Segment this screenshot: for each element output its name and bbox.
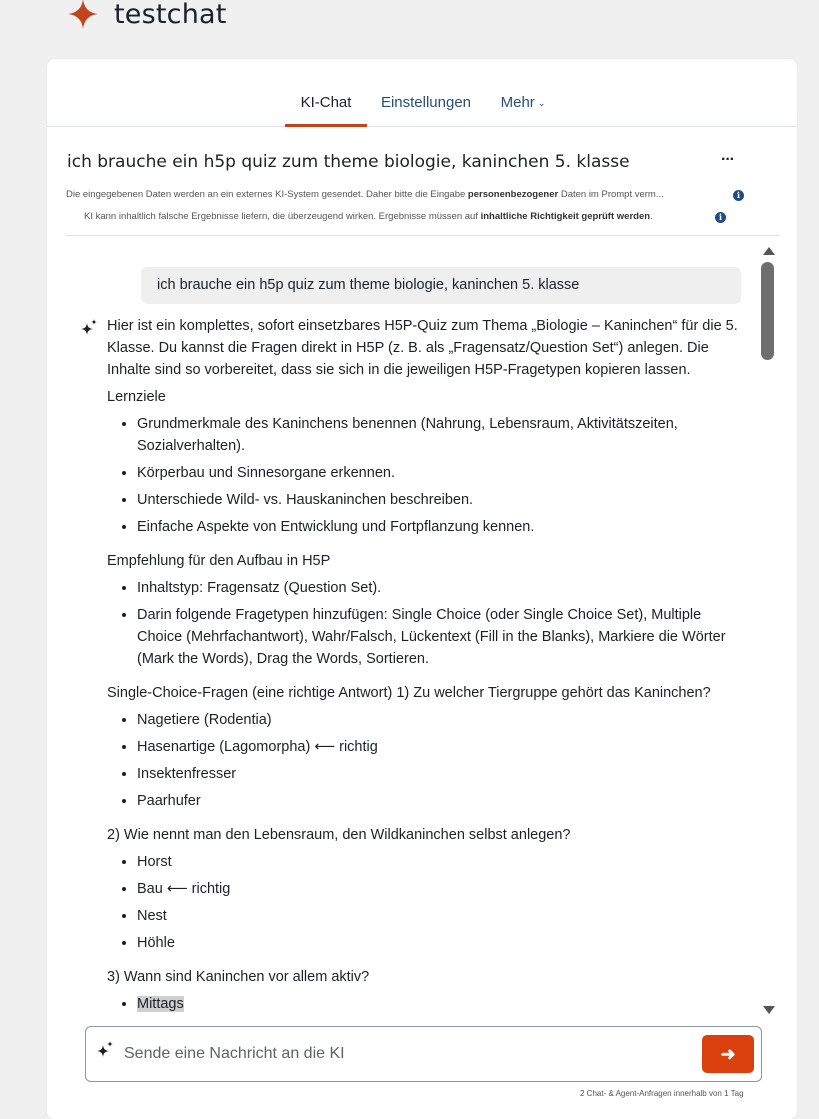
info-icon[interactable]: i bbox=[715, 212, 726, 223]
list-item: • Insektenfresser bbox=[137, 763, 742, 785]
highlighted-text: Mittags bbox=[137, 996, 184, 1012]
more-dots-icon[interactable]: ··· bbox=[721, 151, 734, 168]
sparkle-icon bbox=[68, 0, 98, 29]
message-composer bbox=[85, 1026, 762, 1082]
message-list[interactable] bbox=[66, 241, 779, 1027]
scrollbar-thumb[interactable] bbox=[761, 262, 774, 360]
ai-message bbox=[107, 315, 742, 1027]
chevron-down-icon: ⌄ bbox=[537, 98, 546, 108]
tab-einstellungen[interactable] bbox=[375, 85, 477, 127]
info-icon[interactable]: i bbox=[733, 190, 744, 201]
scrollbar[interactable] bbox=[760, 241, 779, 1027]
list-item: • Höhle bbox=[137, 932, 742, 954]
ai-sparkle-icon bbox=[80, 319, 98, 337]
chat-card bbox=[47, 59, 797, 1119]
list-item: • Bau ⟵ richtig bbox=[137, 878, 742, 900]
accuracy-notice bbox=[84, 211, 653, 222]
app-header bbox=[68, 0, 227, 34]
tab-label: Einstellungen bbox=[380, 94, 472, 111]
list-item bbox=[137, 993, 742, 1015]
chat-title: ich brauche ein h5p quiz zum theme biologie, kaninchen 5. klasse bbox=[67, 152, 630, 172]
app-title: testchat bbox=[114, 0, 227, 30]
list-item: • Paarhufer bbox=[137, 790, 742, 812]
list-item: • Unterschiede Wild- vs. Hauskaninchen beschreiben. bbox=[137, 489, 742, 511]
scroll-up-arrow-icon[interactable] bbox=[763, 247, 775, 255]
notice-text: . bbox=[650, 211, 653, 222]
list-item: • Horst bbox=[137, 851, 742, 873]
question-heading: Single-Choice-Fragen (eine richtige Antwort) 1) Zu welcher Tiergruppe gehört das Kaninchen? bbox=[107, 685, 711, 701]
divider bbox=[66, 235, 779, 236]
list-item: • Hasenartige (Lagomorpha) ⟵ richtig bbox=[137, 736, 742, 758]
list-item: • Inhaltstyp: Fragensatz (Question Set). bbox=[137, 577, 742, 599]
user-message: ich brauche ein h5p quiz zum theme biologie, kaninchen 5. klasse bbox=[141, 267, 741, 304]
list-item: • Nagetiere (Rodentia) bbox=[137, 709, 742, 731]
tab-ki-chat[interactable] bbox=[285, 85, 367, 127]
aufbau-list bbox=[107, 577, 742, 670]
notice-bold: personenbezogener bbox=[467, 189, 559, 200]
list-item: • Einfache Aspekte von Entwicklung und Fortpflanzung kennen. bbox=[137, 516, 742, 538]
answer-list bbox=[107, 851, 742, 954]
tab-mehr[interactable] bbox=[493, 85, 553, 127]
question-heading: 2) Wie nennt man den Lebensraum, den Wildkaninchen selbst anlegen? bbox=[107, 827, 571, 843]
list-item: • Nest bbox=[137, 905, 742, 927]
list-item: • Körperbau und Sinnesorgane erkennen. bbox=[137, 462, 742, 484]
list-item: • Grundmerkmale des Kaninchens benennen (Nahrung, Lebensraum, Aktivitätszeiten, Sozialverhalten). bbox=[137, 413, 742, 457]
list-item: • Darin folgende Fragetypen hinzufügen: Single Choice (oder Single Choice Set), Multiple Choice (Mehrfachantwort), Wahr/Falsch, Lückentext (Fill in the Blanks), Markiere die Wörter (Mark the Words), Drag the Words, Sortieren. bbox=[137, 604, 742, 670]
lernziele-list bbox=[107, 413, 742, 538]
ai-intro: Hier ist ein komplettes, sofort einsetzbares H5P-Quiz zum Thema „Biologie – Kaninchen“ für die 5. Klasse. Du kannst die Fragen direkt in H5P (z. B. als „Fragensatz/Question Set“) anlegen. Die Inhalte sind so vorbereitet, dass sie sich in die jeweiligen H5P-Fragetypen kopieren lassen. bbox=[107, 318, 738, 378]
tab-label: Mehr bbox=[500, 94, 535, 111]
notice-text: Daten im Prompt verm... bbox=[558, 189, 664, 200]
message-input[interactable] bbox=[122, 1037, 692, 1071]
scroll-down-arrow-icon[interactable] bbox=[763, 1006, 775, 1014]
arrow-right-icon: ➜ bbox=[720, 1043, 736, 1064]
notice-bold: inhaltliche Richtigkeit geprüft werden bbox=[480, 211, 651, 222]
question-heading: 3) Wann sind Kaninchen vor allem aktiv? bbox=[107, 969, 370, 985]
section-heading: Lernziele bbox=[107, 389, 166, 405]
answer-list bbox=[107, 993, 742, 1015]
usage-note: 2 Chat- & Agent-Anfragen innerhalb von 1 Tag bbox=[580, 1089, 744, 1098]
ai-sparkle-icon bbox=[95, 1040, 115, 1060]
tab-bar bbox=[47, 59, 797, 127]
send-button[interactable] bbox=[702, 1035, 754, 1073]
privacy-notice bbox=[66, 189, 664, 200]
notice-text: Die eingegebenen Daten werden an ein externes KI-System gesendet. Daher bitte die Eingabe bbox=[66, 189, 468, 200]
section-heading: Empfehlung für den Aufbau in H5P bbox=[107, 553, 331, 569]
answer-list bbox=[107, 709, 742, 812]
tab-label: KI-Chat bbox=[300, 94, 352, 111]
notice-text: KI kann inhaltlich falsche Ergebnisse liefern, die überzeugend wirken. Ergebnisse müssen auf bbox=[84, 211, 481, 222]
